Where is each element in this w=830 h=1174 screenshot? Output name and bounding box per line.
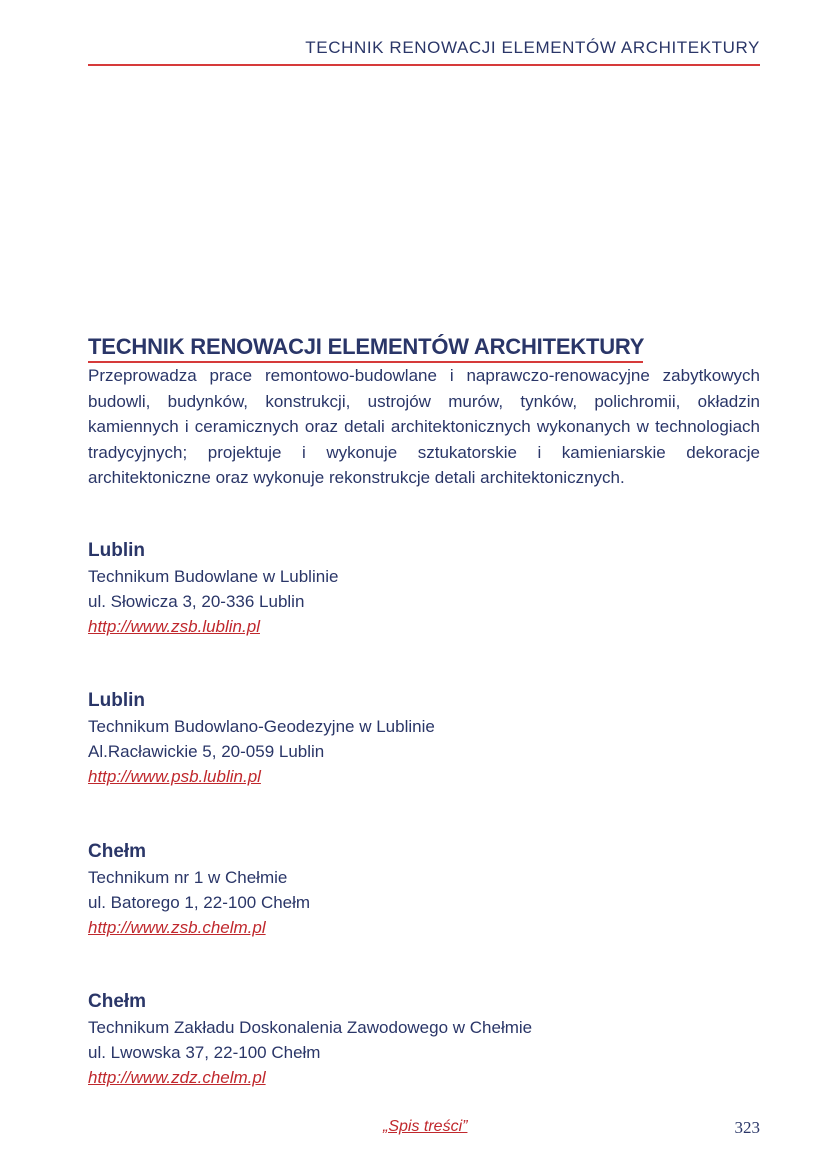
school-name: Technikum Zakładu Doskonalenia Zawodowego w Chełmie (88, 1018, 533, 1037)
school-city: Lublin (88, 690, 145, 711)
running-header: TECHNIK RENOWACJI ELEMENTÓW ARCHITEKTURY (305, 38, 760, 57)
section-description: Przeprowadza prace remontowo-budowlane i naprawczo-renowacyjne zabytkowych budowli, budynków, konstrukcji, ustrojów murów, tynków, polichromii, okładzin kamiennych i ceramicznych oraz detali architektonicznych wykonanych w technologiach tradycyjnych; projektuje i wykonuje sztukatorskie i kamieniarskie dekoracje architektoniczne oraz wykonuje rekonstrukcje detali architektonicznych. (88, 366, 760, 487)
school-website-link[interactable]: http://www.zdz.chelm.pl (88, 1068, 266, 1087)
school-address: ul. Batorego 1, 22-100 Chełm (88, 893, 311, 912)
school-city: Chełm (88, 841, 147, 862)
school-address: ul. Słowicza 3, 20-336 Lublin (88, 592, 305, 611)
header-divider (88, 64, 760, 66)
school-entry (88, 989, 760, 1090)
table-of-contents-link[interactable]: „Spis treści” (383, 1118, 468, 1135)
school-website-link[interactable]: http://www.psb.lublin.pl (88, 767, 261, 786)
section-title: TECHNIK RENOWACJI ELEMENTÓW ARCHITEKTURY (88, 334, 645, 359)
school-address: ul. Lwowska 37, 22-100 Chełm (88, 1043, 321, 1062)
school-name: Technikum Budowlano-Geodezyjne w Lublinie (88, 717, 435, 736)
school-name: Technikum Budowlane w Lublinie (88, 567, 339, 586)
school-address: Al.Racławickie 5, 20-059 Lublin (88, 742, 325, 761)
school-entry (88, 538, 760, 639)
school-city: Lublin (88, 540, 145, 561)
school-name: Technikum nr 1 w Chełmie (88, 868, 288, 887)
school-website-link[interactable]: http://www.zsb.lublin.pl (88, 617, 260, 636)
school-entry (88, 688, 760, 789)
page-number: 323 (734, 1118, 760, 1137)
school-city: Chełm (88, 991, 147, 1012)
school-website-link[interactable]: http://www.zsb.chelm.pl (88, 918, 266, 937)
school-entry (88, 839, 760, 940)
